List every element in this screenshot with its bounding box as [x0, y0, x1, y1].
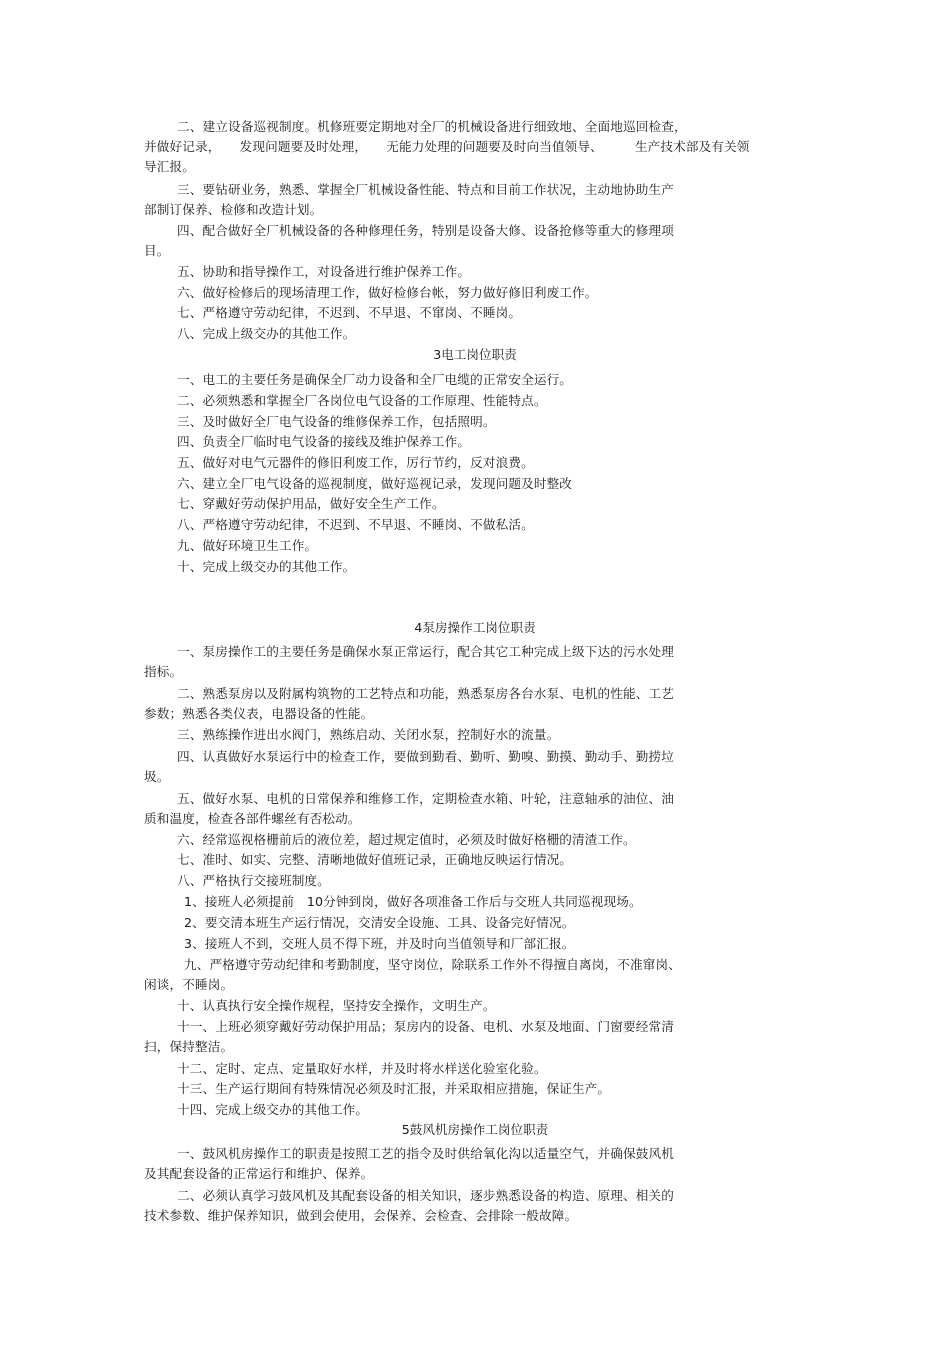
- paragraph-line: 五、做好对电气元器件的修旧利废工作，厉行节约，反对浪费。: [177, 455, 534, 470]
- paragraph-line: 十三、生产运行期间有特殊情况必须及时汇报，并采取相应措施，保证生产。: [177, 1081, 611, 1096]
- section-heading: 3电工岗位职责: [433, 347, 517, 362]
- paragraph-line: 七、严格遵守劳动纪律，不迟到、不早退、不窜岗、不睡岗。: [177, 305, 522, 320]
- paragraph-line: 十一、上班必须穿戴好劳动保护用品；泵房内的设备、电机、水泵及地面、门窗要经常清: [177, 1019, 675, 1034]
- paragraph-line: 导汇报。: [144, 159, 195, 174]
- paragraph-line: 八、严格执行交接班制度。: [177, 873, 330, 888]
- paragraph-line: 目。: [144, 243, 170, 258]
- paragraph-line: 七、穿戴好劳动保护用品，做好安全生产工作。: [177, 496, 445, 511]
- paragraph-line: 六、做好检修后的现场清理工作，做好检修台帐，努力做好修旧利废工作。: [177, 285, 598, 300]
- paragraph-line: 十二、定时、定点、定量取好水样，并及时将水样送化验室化验。: [177, 1061, 547, 1076]
- paragraph-line: 九、做好环境卫生工作。: [177, 538, 318, 553]
- paragraph-line: 质和温度，检查各部件螺丝有否松动。: [144, 811, 361, 826]
- paragraph-line: 2、要交清本班生产运行情况，交清安全设施、工具、设备完好情况。: [184, 915, 575, 930]
- paragraph-line: 并做好记录， 发现问题要及时处理， 无能力处理的问题要及时向当值领导、 生产技术部及有关领: [144, 139, 750, 154]
- paragraph-line: 六、建立全厂电气设备的巡视制度，做好巡视记录，发现问题及时整改: [177, 476, 573, 491]
- paragraph-line: 五、做好水泵、电机的日常保养和维修工作，定期检查水箱、叶轮，注意轴承的油位、油: [177, 791, 675, 806]
- paragraph-line: 四、配合做好全厂机械设备的各种修理任务，特别是设备大修、设备抢修等重大的修理项: [177, 223, 675, 238]
- paragraph-line: 十、完成上级交办的其他工作。: [177, 559, 356, 574]
- paragraph-line: 3、接班人不到，交班人员不得下班，并及时向当值领导和厂部汇报。: [184, 936, 575, 951]
- paragraph-line: 四、负责全厂临时电气设备的接线及维护保养工作。: [177, 434, 471, 449]
- paragraph-line: 五、协助和指导操作工，对设备进行维护保养工作。: [177, 264, 471, 279]
- paragraph-line: 八、完成上级交办的其他工作。: [177, 326, 356, 341]
- paragraph-line: 六、经常巡视格栅前后的液位差，超过规定值时，必须及时做好格栅的清渣工作。: [177, 832, 636, 847]
- paragraph-line: 三、熟练操作进出水阀门，熟练启动、关闭水泵，控制好水的流量。: [177, 727, 560, 742]
- paragraph-line: 二、熟悉泵房以及附属构筑物的工艺特点和功能，熟悉泵房各台水泵、电机的性能、工艺: [177, 686, 675, 701]
- paragraph-line: 四、认真做好水泵运行中的检查工作，要做到勤看、勤听、勤嗅、勤摸、勤动手、勤捞垃: [177, 749, 675, 764]
- paragraph-line: 九、严格遵守劳动纪律和考勤制度，坚守岗位，除联系工作外不得擅自离岗，不准窜岗、: [184, 957, 682, 972]
- paragraph-line: 部制订保养、检修和改造计划。: [144, 202, 323, 217]
- paragraph-line: 及其配套设备的正常运行和维护、保养。: [144, 1166, 374, 1181]
- paragraph-line: 十四、完成上级交办的其他工作。: [177, 1102, 369, 1117]
- paragraph-line: 圾。: [144, 769, 170, 784]
- paragraph-line: 八、严格遵守劳动纪律，不迟到、不早退、不睡岗、不做私活。: [177, 517, 534, 532]
- paragraph-line: 三、要钻研业务，熟悉、掌握全厂机械设备性能、特点和目前工作状况，主动地协助生产: [177, 182, 675, 197]
- paragraph-line: 七、准时、如实、完整、清晰地做好值班记录，正确地反映运行情况。: [177, 852, 573, 867]
- section-heading: 5鼓风机房操作工岗位职责: [401, 1122, 549, 1137]
- paragraph-line: 十、认真执行安全操作规程，坚持安全操作，文明生产。: [177, 998, 496, 1013]
- section-heading: 4泵房操作工岗位职责: [414, 620, 536, 635]
- paragraph-line: 二、必须认真学习鼓风机及其配套设备的相关知识，逐步熟悉设备的构造、原理、相关的: [177, 1188, 675, 1203]
- paragraph-line: 二、建立设备巡视制度。机修班要定期地对全厂的机械设备进行细致地、全面地巡回检查，: [177, 119, 687, 134]
- paragraph-line: 一、电工的主要任务是确保全厂动力设备和全厂电缆的正常安全运行。: [177, 372, 573, 387]
- paragraph-line: 技术参数、维护保养知识，做到会使用，会保养、会检查、会排除一般故障。: [144, 1208, 578, 1223]
- paragraph-line: 1、接班人必须提前 10分钟到岗，做好各项准备工作后与交班人共同巡视现场。: [184, 894, 642, 909]
- paragraph-line: 指标。: [144, 664, 183, 679]
- paragraph-line: 一、泵房操作工的主要任务是确保水泵正常运行，配合其它工种完成上级下达的污水处理: [177, 644, 675, 659]
- paragraph-line: 闲谈，不睡岗。: [144, 977, 234, 992]
- paragraph-line: 二、必须熟悉和掌握全厂各岗位电气设备的工作原理、性能特点。: [177, 393, 547, 408]
- paragraph-line: 扫，保持整洁。: [144, 1039, 234, 1054]
- paragraph-line: 三、及时做好全厂电气设备的维修保养工作，包括照明。: [177, 414, 496, 429]
- paragraph-line: 参数；熟悉各类仪表，电器设备的性能。: [144, 706, 374, 721]
- paragraph-line: 一、鼓风机房操作工的职责是按照工艺的指令及时供给氧化沟以适量空气，并确保鼓风机: [177, 1146, 675, 1161]
